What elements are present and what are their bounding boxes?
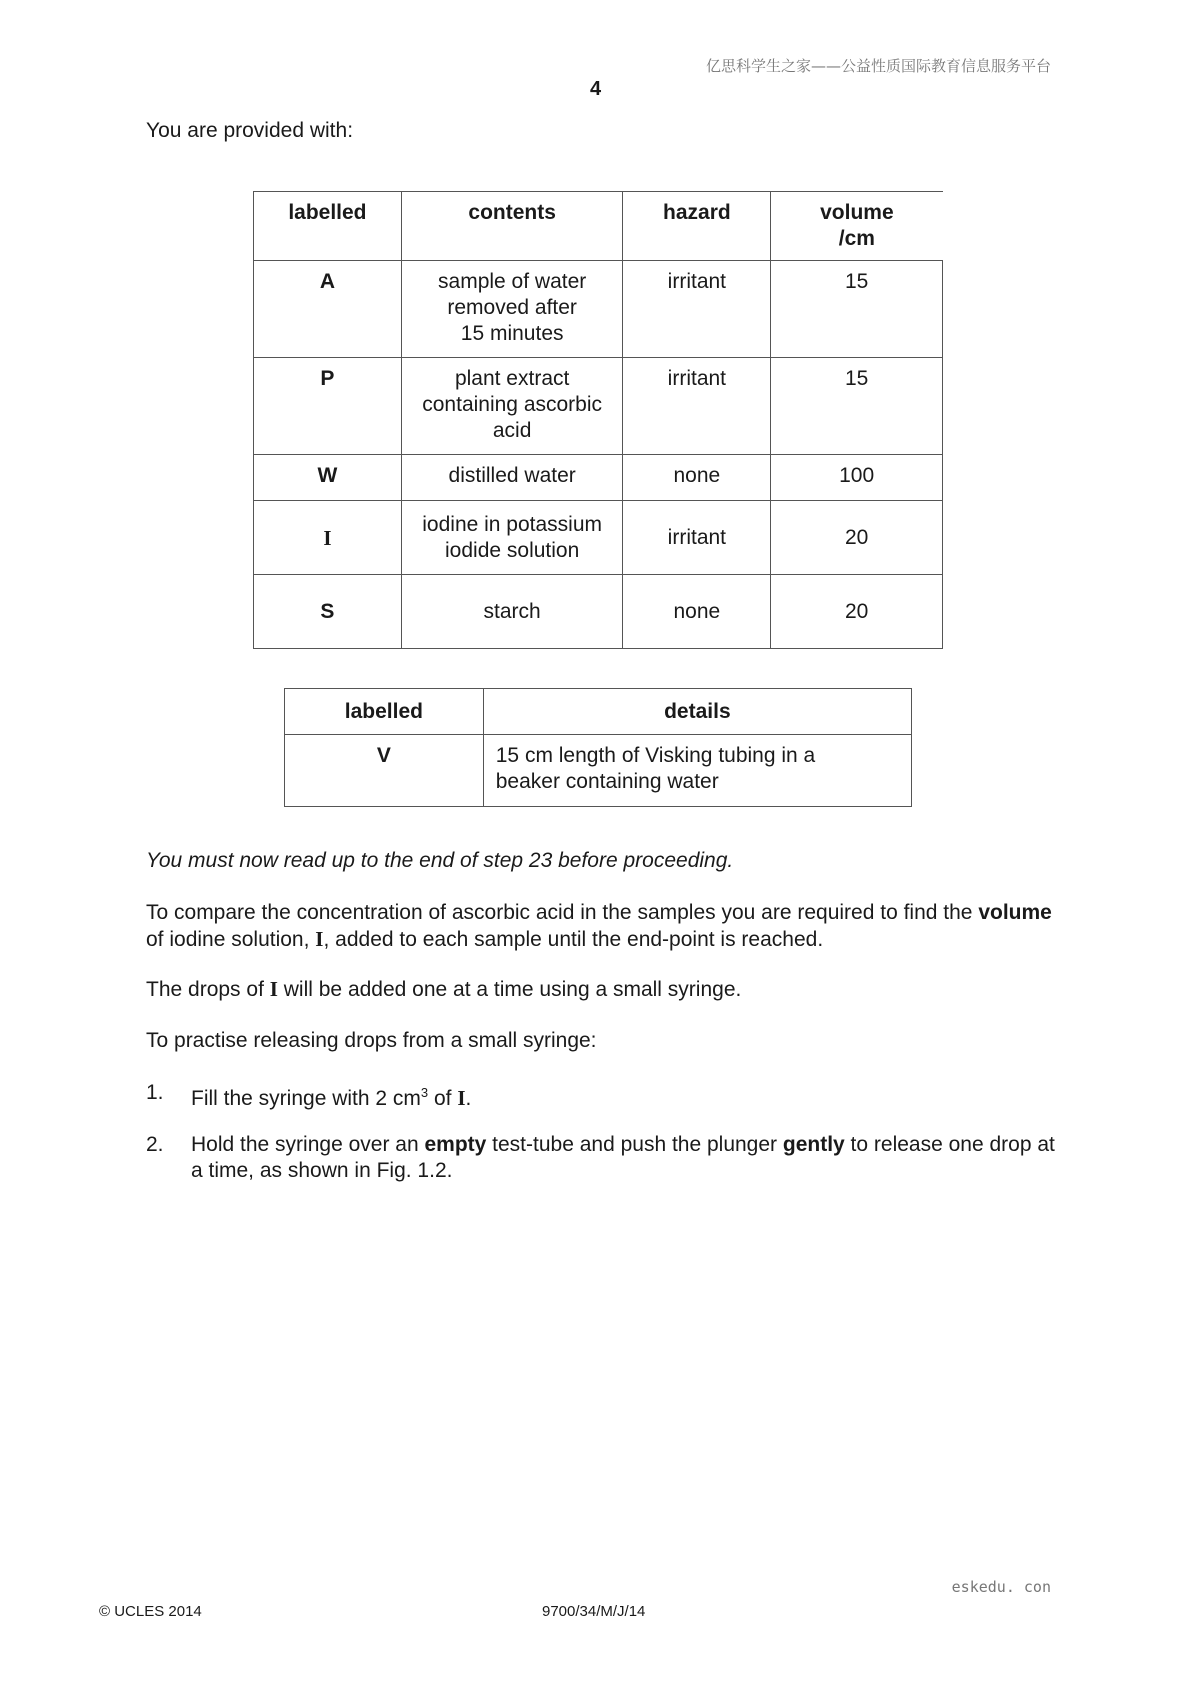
row-hazard: none: [623, 575, 771, 649]
materials-table: [253, 191, 943, 649]
row-label: S: [254, 575, 402, 649]
header-contents: contents: [401, 192, 623, 261]
row-hazard: none: [623, 455, 771, 501]
row-label: I: [254, 501, 402, 575]
table-row: [254, 455, 943, 501]
table-row: [254, 358, 943, 455]
instruction-text: You must now read up to the end of step 23 before proceeding.: [146, 849, 734, 872]
step-number: 1.: [146, 1081, 164, 1104]
tubing-table: [284, 688, 912, 807]
header-details: details: [483, 689, 911, 735]
step-number: 2.: [146, 1133, 164, 1156]
table-row: [254, 261, 943, 358]
watermark-footer: eskedu. con: [951, 1578, 1051, 1596]
row-contents: starch: [401, 575, 623, 649]
table-row: [254, 501, 943, 575]
footer-code: 9700/34/M/J/14: [542, 1603, 646, 1620]
row-hazard: irritant: [623, 501, 771, 575]
row-volume: 20: [771, 501, 943, 575]
row-hazard: irritant: [623, 261, 771, 358]
row-details: 15 cm length of Visking tubing in a beaker containing water: [483, 735, 911, 807]
row-volume: 100: [771, 455, 943, 501]
paragraph-volume: To compare the concentration of ascorbic acid in the samples you are required to find the volume of iodine solution, I, added to each sample until the end-point is reached.: [146, 901, 1052, 951]
paragraph-drops: The drops of I will be added one at a time using a small syringe.: [146, 977, 742, 1001]
row-contents: iodine in potassium iodide solution: [401, 501, 623, 575]
paragraph-practise: To practise releasing drops from a small syringe:: [146, 1029, 597, 1052]
row-contents: plant extract containing ascorbic acid: [401, 358, 623, 455]
header-labelled: labelled: [254, 192, 402, 261]
row-volume: 15: [771, 261, 943, 358]
row-label: W: [254, 455, 402, 501]
row-contents: sample of water removed after 15 minutes: [401, 261, 623, 358]
row-contents: distilled water: [401, 455, 623, 501]
table-row: [285, 735, 912, 807]
row-label: A: [254, 261, 402, 358]
intro-text: You are provided with:: [146, 119, 354, 142]
row-label: V: [285, 735, 484, 807]
header-volume: volume /cm: [771, 192, 943, 261]
row-volume: 15: [771, 358, 943, 455]
step-text: Fill the syringe with 2 $cm^3$ of I.: [191, 1085, 472, 1110]
table-row: [254, 575, 943, 649]
step-text: Hold the syringe over an empty test-tube and push the plunger gently to release one drop at a time, as shown in Fig. 1.2.: [191, 1133, 1055, 1182]
page-number: 4: [589, 78, 602, 100]
watermark-header: 亿思科学生之家——公益性质国际教育信息服务平台: [705, 57, 1051, 75]
row-hazard: irritant: [623, 358, 771, 455]
footer-copyright: © UCLES 2014: [99, 1603, 202, 1620]
row-volume: 20: [771, 575, 943, 649]
header-hazard: hazard: [623, 192, 771, 261]
row-label: P: [254, 358, 402, 455]
header-labelled: labelled: [285, 689, 484, 735]
